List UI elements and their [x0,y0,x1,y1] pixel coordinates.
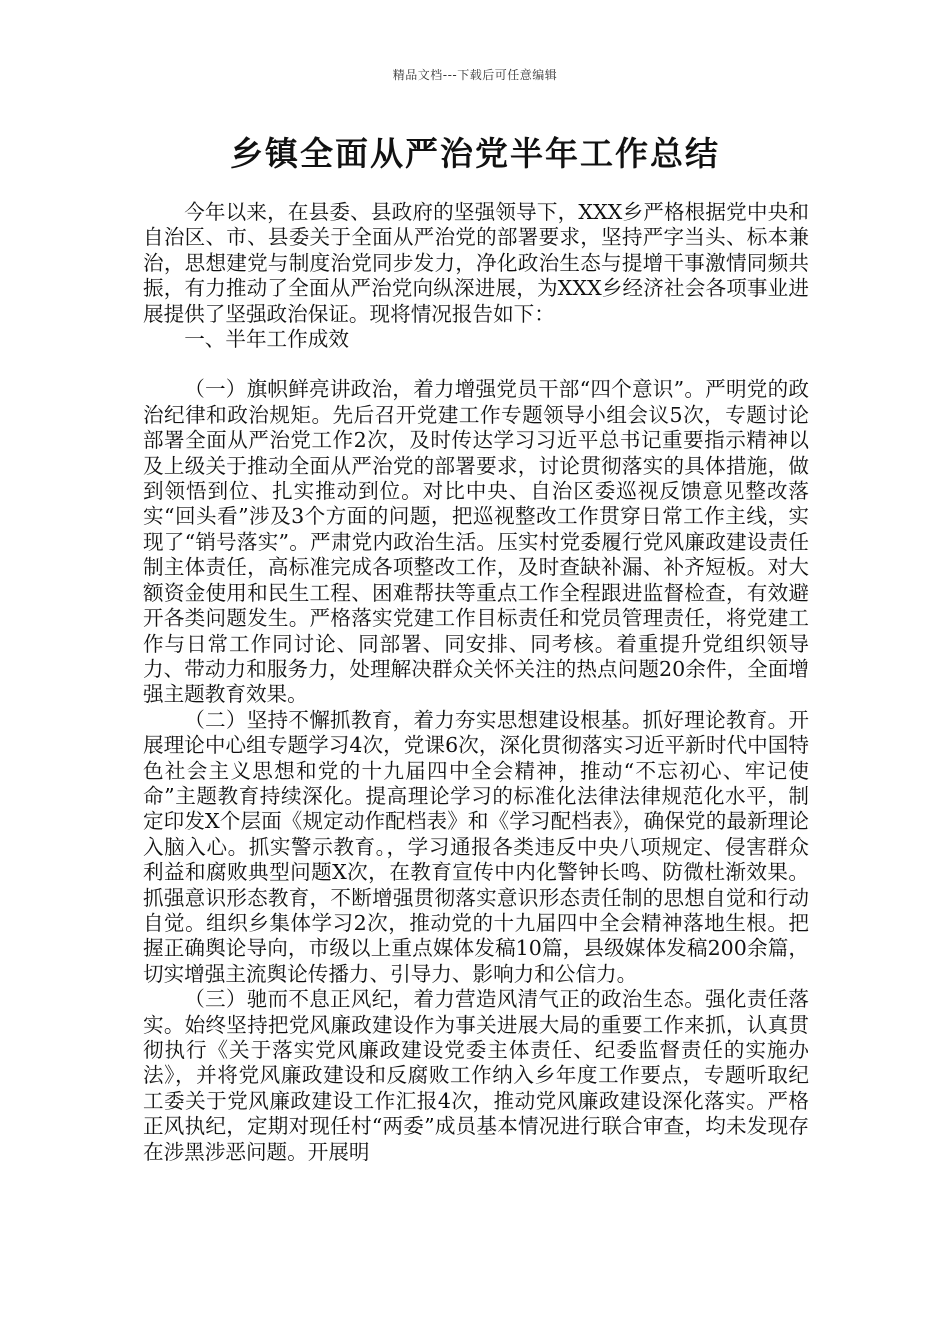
document-body [143,200,809,1165]
paragraph-item-3: （三）驰而不息正风纪，着力营造风清气正的政治生态。强化责任落实。始终坚持把党风廉政建设作为事关进展大局的重要工作来抓，认真贯彻执行《关于落实党风廉政建设党委主体责任、纪委监督责任的实施办法》，并将党风廉政建设和反腐败工作纳入乡年度工作要点，专题听取纪工委关于党风廉政建设工作汇报4次，推动党风廉政建设深化落实。严格正风执纪，定期对现任村“两委”成员基本情况进行联合审查，均未发现存在涉黑涉恶问题。开展明 [143,987,809,1164]
section-heading: 一、半年工作成效 [184,327,349,352]
document-title: 乡镇全面从严治党半年工作总结 [230,134,720,173]
intro-paragraph: 今年以来，在县委、县政府的坚强领导下，XXX乡严格根据党中央和自治区、市、县委关于全面从严治党的部署要求，坚持严字当头、标本兼治，思想建党与制度治党同步发力，净化政治生态与提增干事激情同频共振，有力推动了全面从严治党向纵深进展，为XXX乡经济社会各项事业进展提供了坚强政治保证。现将情况报告如下： [143,200,809,326]
paragraph-item-2: （二）坚持不懈抓教育，着力夯实思想建设根基。抓好理论教育。开展理论中心组专题学习4次，党课6次，深化贯彻落实习近平新时代中国特色社会主义思想和党的十九届四中全会精神，推动“不忘初心、牢记使命”主题教育持续深化。提高理论学习的标准化法律法律规范化水平，制定印发X个层面《规定动作配档表》和《学习配档表》，确保党的最新理论入脑入心。抓实警示教育。，学习通报各类违反中央八项规定、侵害群众利益和腐败典型问题X次，在教育宣传中内化警钟长鸣、防微杜渐效果。抓强意识形态教育，不断增强贯彻落实意识形态责任制的思想自觉和行动自觉。组织乡集体学习2次，推动党的十九届四中全会精神落地生根。把握正确舆论导向，市级以上重点媒体发稿10篇，县级媒体发稿200余篇，切实增强主流舆论传播力、引导力、影响力和公信力。 [143,707,809,986]
header-note: 精品文档---下载后可任意编辑 [392,68,558,82]
paragraph-item-1: （一）旗帜鲜亮讲政治，着力增强党员干部“四个意识”。严明党的政治纪律和政治规矩。先后召开党建工作专题领导小组会议5次，专题讨论部署全面从严治党工作2次，及时传达学习习近平总书记重要指示精神以及上级关于推动全面从严治党的部署要求，讨论贯彻落实的具体措施，做到领悟到位、扎实推动到位。对比中央、自治区委巡视反馈意见整改落实“回头看”涉及3个方面的问题，把巡视整改工作贯穿日常工作主线，实现了“销号落实”。严肃党内政治生活。压实村党委履行党风廉政建设责任制主体责任，高标准完成各项整改工作，及时查缺补漏、补齐短板。对大额资金使用和民生工程、困难帮扶等重点工作全程跟进监督检查，有效避开各类问题发生。严格落实党建工作目标责任和党员管理责任，将党建工作与日常工作同讨论、同部署、同安排、同考核。着重提升党组织领导力、带动力和服务力，处理解决群众关怀关注的热点问题20余件，全面增强主题教育效果。 [143,377,809,707]
